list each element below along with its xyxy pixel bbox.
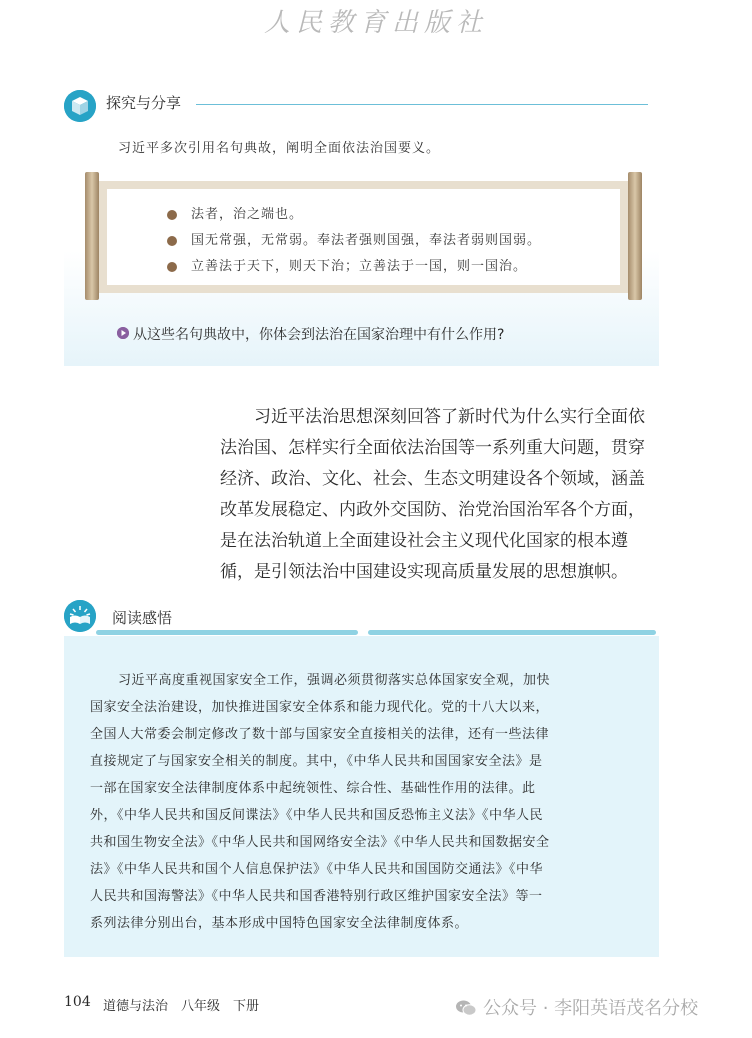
section-intro: 习近平多次引用名句典故，阐明全面依法治国要义。 bbox=[118, 141, 441, 156]
dot-icon bbox=[167, 262, 177, 272]
open-book-sun-icon bbox=[64, 600, 96, 632]
reading-line: 习近平高度重视国家安全工作，强调必须贯彻落实总体国家安全观，加快 bbox=[118, 673, 551, 688]
reading-line: 全国人大常委会制定修改了数十部与国家安全直接相关的法律，还有一些法律 bbox=[90, 727, 550, 742]
quote-text: 国无常强，无常弱。奉法者强则国强，奉法者弱则国弱。 bbox=[191, 233, 542, 248]
play-triangle-icon bbox=[117, 327, 129, 339]
dot-icon bbox=[167, 236, 177, 246]
reading-line: 人民共和国海警法》《中华人民共和国香港特别行政区维护国家安全法》等一 bbox=[90, 889, 543, 904]
reading-line: 国家安全法治建设，加快推进国家安全体系和能力现代化。党的十八大以来， bbox=[90, 700, 550, 715]
paragraph-line: 法治国、怎样实行全面依法治国等一系列重大问题，贯穿 bbox=[220, 438, 645, 458]
paragraph-line: 是在法治轨道上全面建设社会主义现代化国家的根本遵 bbox=[220, 531, 628, 551]
quote-item bbox=[167, 233, 541, 259]
discussion-question: 从这些名句典故中，你体会到法治在国家治理中有什么作用? bbox=[133, 327, 505, 343]
paragraph-line: 经济、政治、文化、社会、生态文明建设各个领域，涵盖 bbox=[220, 469, 645, 489]
section-divider bbox=[196, 104, 648, 105]
paragraph-line: 习近平法治思想深刻回答了新时代为什么实行全面依 bbox=[254, 407, 645, 427]
reading-line: 共和国生物安全法》《中华人民共和国网络安全法》《中华人民共和国数据安全 bbox=[90, 835, 550, 850]
watermark-text: 公众号 · 李阳英语茂名分校 bbox=[483, 998, 699, 1019]
quote-scroll bbox=[99, 181, 628, 293]
quote-text: 法者，治之端也。 bbox=[191, 207, 304, 222]
book-title: 道德与法治 八年级 下册 bbox=[103, 999, 260, 1014]
cube-icon bbox=[64, 90, 96, 122]
reading-line: 直接规定了与国家安全相关的制度。其中，《中华人民共和国国家安全法》是 bbox=[90, 754, 543, 769]
reading-line: 法》《中华人民共和国个人信息保护法》《中华人民共和国国防交通法》《中华 bbox=[90, 862, 544, 877]
main-paragraph bbox=[220, 402, 670, 588]
page-number: 104 bbox=[64, 994, 91, 1010]
quote-item bbox=[167, 259, 541, 285]
section-tab-line bbox=[368, 630, 656, 635]
section-tab-line bbox=[96, 630, 358, 635]
publisher-logo: 人民教育出版社 bbox=[263, 8, 488, 38]
reading-line: 一部在国家安全法律制度体系中起统领性、综合性、基础性作用的法律。此 bbox=[90, 781, 536, 796]
quote-list bbox=[167, 207, 541, 285]
section-title-reading: 阅读感悟 bbox=[112, 609, 173, 627]
paragraph-line: 改革发展稳定、内政外交国防、治党治国治军各个方面， bbox=[220, 500, 645, 520]
wechat-icon bbox=[455, 999, 477, 1017]
quote-item bbox=[167, 207, 541, 233]
section-title-explore: 探究与分享 bbox=[106, 94, 182, 112]
scroll-rod-left bbox=[85, 172, 99, 300]
dot-icon bbox=[167, 210, 177, 220]
reading-line: 系列法律分别出台，基本形成中国特色国家安全法律制度体系。 bbox=[90, 916, 469, 931]
quote-text: 立善法于天下，则天下治；立善法于一国，则一国治。 bbox=[191, 259, 528, 274]
watermark bbox=[455, 994, 698, 1020]
reading-text bbox=[90, 667, 638, 937]
scroll-rod-right bbox=[628, 172, 642, 300]
paragraph-line: 循，是引领法治中国建设实现高质量发展的思想旗帜。 bbox=[220, 562, 628, 582]
reading-line: 外，《中华人民共和国反间谍法》《中华人民共和国反恐怖主义法》《中华人民 bbox=[90, 808, 544, 823]
